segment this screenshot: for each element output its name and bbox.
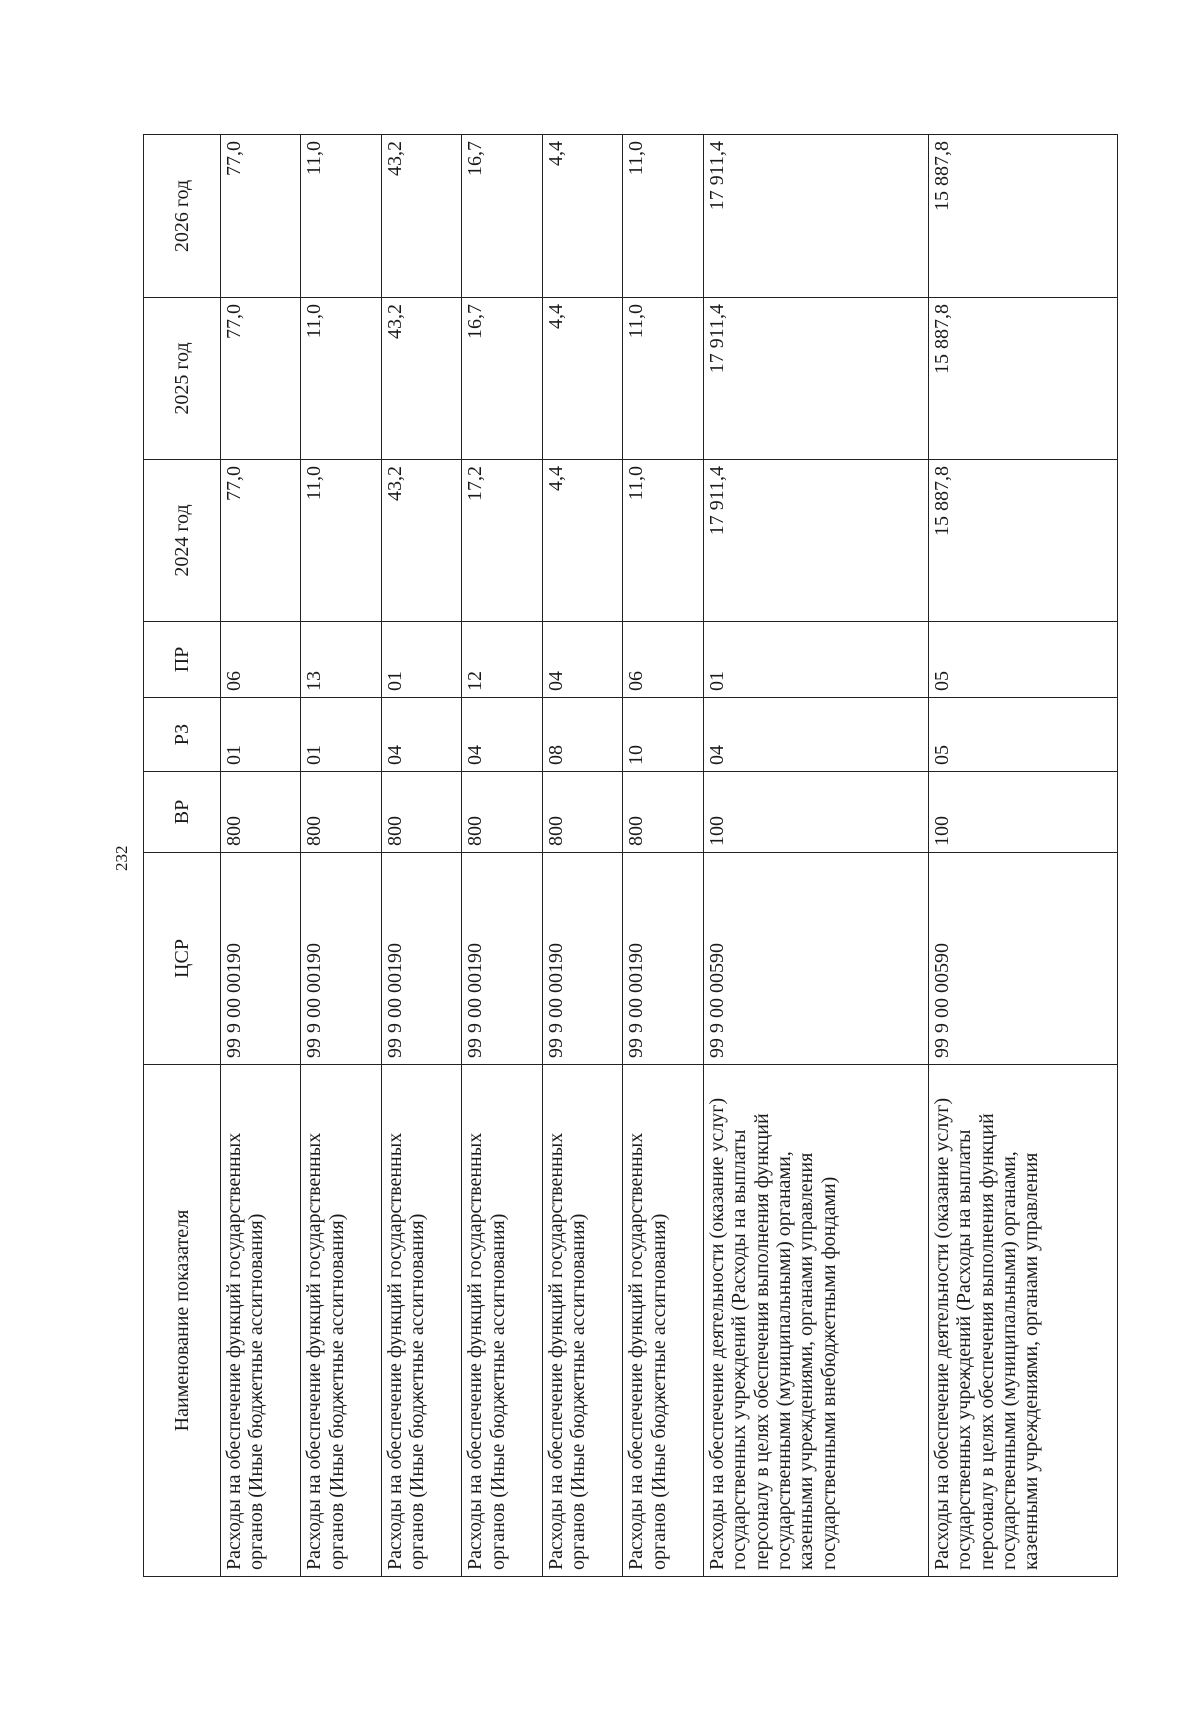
- cell-rz: 04: [462, 698, 542, 772]
- cell-csr: 99 9 00 00190: [462, 853, 542, 1065]
- cell-pr: 04: [542, 622, 622, 698]
- cell-pr: 01: [703, 622, 928, 698]
- cell-2025: 11,0: [301, 298, 381, 460]
- page-number: 232: [112, 845, 131, 871]
- cell-2026: 77,0: [221, 135, 301, 298]
- cell-2024: 11,0: [623, 460, 703, 622]
- header-vr: ВР: [144, 772, 221, 853]
- cell-name: Расходы на обеспечение функций государственных органов (Иные бюджетные ассигнования): [462, 1065, 542, 1577]
- cell-vr: 800: [301, 772, 381, 853]
- cell-2025: 16,7: [462, 298, 542, 460]
- cell-2026: 11,0: [623, 135, 703, 298]
- table-body: [221, 135, 1118, 1577]
- cell-2024: 17 911,4: [703, 460, 928, 622]
- cell-csr: 99 9 00 00190: [381, 853, 461, 1065]
- header-2025: 2025 год: [144, 298, 221, 460]
- cell-csr: 99 9 00 00190: [623, 853, 703, 1065]
- cell-rz: 05: [928, 698, 1117, 772]
- header-2024: 2024 год: [144, 460, 221, 622]
- budget-table-container: [143, 135, 1118, 1577]
- cell-name: Расходы на обеспечение функций государственных органов (Иные бюджетные ассигнования): [221, 1065, 301, 1577]
- table-row: [221, 135, 301, 1577]
- cell-2024: 43,2: [381, 460, 461, 622]
- table-row: [928, 135, 1117, 1577]
- cell-2026: 43,2: [381, 135, 461, 298]
- header-pr: ПР: [144, 622, 221, 698]
- cell-pr: 06: [623, 622, 703, 698]
- cell-rz: 08: [542, 698, 622, 772]
- cell-pr: 05: [928, 622, 1117, 698]
- cell-name: Расходы на обеспечение функций государственных органов (Иные бюджетные ассигнования): [381, 1065, 461, 1577]
- cell-2026: 11,0: [301, 135, 381, 298]
- cell-rz: 10: [623, 698, 703, 772]
- header-rz: РЗ: [144, 698, 221, 772]
- cell-2025: 4,4: [542, 298, 622, 460]
- cell-name: Расходы на обеспечение функций государственных органов (Иные бюджетные ассигнования): [542, 1065, 622, 1577]
- cell-2026: 16,7: [462, 135, 542, 298]
- cell-pr: 01: [381, 622, 461, 698]
- cell-2025: 77,0: [221, 298, 301, 460]
- cell-vr: 800: [221, 772, 301, 853]
- table-header: [144, 135, 221, 1577]
- cell-csr: 99 9 00 00190: [542, 853, 622, 1065]
- cell-vr: 100: [928, 772, 1117, 853]
- budget-table: [143, 134, 1118, 1577]
- cell-2026: 17 911,4: [703, 135, 928, 298]
- cell-2024: 77,0: [221, 460, 301, 622]
- cell-2025: 15 887,8: [928, 298, 1117, 460]
- cell-pr: 13: [301, 622, 381, 698]
- table-row: [703, 135, 928, 1577]
- cell-csr: 99 9 00 00190: [301, 853, 381, 1065]
- cell-2025: 17 911,4: [703, 298, 928, 460]
- cell-csr: 99 9 00 00190: [221, 853, 301, 1065]
- cell-vr: 800: [623, 772, 703, 853]
- cell-vr: 800: [462, 772, 542, 853]
- cell-vr: 800: [381, 772, 461, 853]
- table-row: [381, 135, 461, 1577]
- cell-csr: 99 9 00 00590: [928, 853, 1117, 1065]
- cell-2026: 15 887,8: [928, 135, 1117, 298]
- cell-pr: 12: [462, 622, 542, 698]
- cell-csr: 99 9 00 00590: [703, 853, 928, 1065]
- header-2026: 2026 год: [144, 135, 221, 298]
- cell-2025: 11,0: [623, 298, 703, 460]
- cell-vr: 100: [703, 772, 928, 853]
- cell-2024: 15 887,8: [928, 460, 1117, 622]
- cell-rz: 04: [381, 698, 461, 772]
- cell-rz: 01: [301, 698, 381, 772]
- table-row: [301, 135, 381, 1577]
- header-name: Наименование показателя: [144, 1065, 221, 1577]
- cell-name: Расходы на обеспечение функций государственных органов (Иные бюджетные ассигнования): [623, 1065, 703, 1577]
- header-csr: ЦСР: [144, 853, 221, 1065]
- cell-name: Расходы на обеспечение деятельности (оказание услуг) государственных учреждений (Расходы на выплаты персоналу в целях обеспечения выполнения функций государственными (муниципальными) органами, казенными учреждениями, органами управления государственными внебюджетными фондами): [703, 1065, 928, 1577]
- cell-pr: 06: [221, 622, 301, 698]
- cell-2026: 4,4: [542, 135, 622, 298]
- cell-vr: 800: [542, 772, 622, 853]
- table-row: [462, 135, 542, 1577]
- cell-2024: 11,0: [301, 460, 381, 622]
- table-row: [542, 135, 622, 1577]
- cell-2024: 4,4: [542, 460, 622, 622]
- cell-2025: 43,2: [381, 298, 461, 460]
- table-row: [623, 135, 703, 1577]
- cell-2024: 17,2: [462, 460, 542, 622]
- cell-name: Расходы на обеспечение деятельности (оказание услуг) государственных учреждений (Расходы на выплаты персоналу в целях обеспечения выполнения функций государственными (муниципальными) органами, казенными учреждениями, органами управления: [928, 1065, 1117, 1577]
- header-row: [144, 135, 221, 1577]
- cell-rz: 01: [221, 698, 301, 772]
- cell-name: Расходы на обеспечение функций государственных органов (Иные бюджетные ассигнования): [301, 1065, 381, 1577]
- cell-rz: 04: [703, 698, 928, 772]
